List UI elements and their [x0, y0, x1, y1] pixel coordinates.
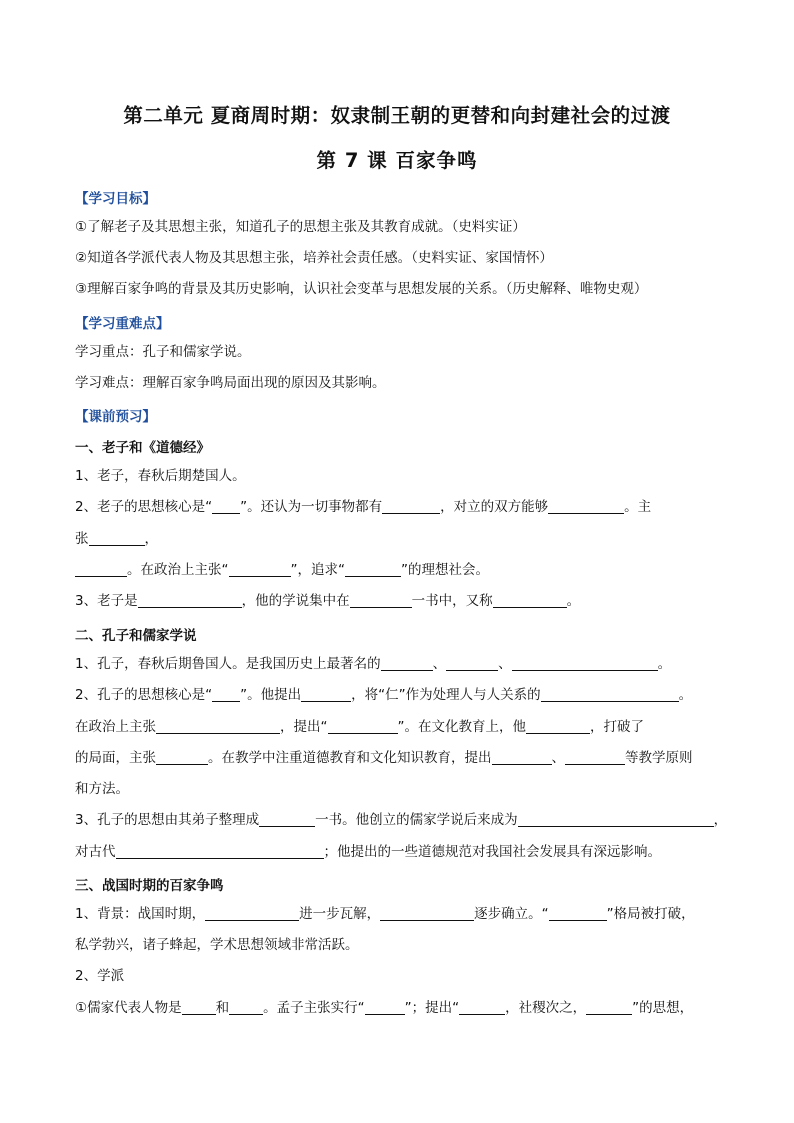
blank[interactable] — [156, 719, 280, 734]
blank[interactable] — [492, 750, 552, 765]
unit-title: 第二单元 夏商周时期：奴隶制王朝的更替和向封建社会的过渡 — [123, 104, 671, 127]
part2-line3: 在政治上主张 ，提出“ ”。在文化教育上，他 ，打破了 — [75, 719, 644, 735]
part3-line3: 2、学派 — [75, 968, 125, 984]
blank[interactable] — [526, 719, 590, 734]
part1-line3: 张 ， — [75, 531, 158, 547]
key-focus: 学习重点：孔子和儒家学说。 — [75, 344, 251, 360]
blank[interactable] — [549, 906, 607, 921]
lesson-title: 第 7 课 百家争鸣 — [316, 149, 478, 172]
blank[interactable] — [380, 906, 474, 921]
blank[interactable] — [365, 1000, 405, 1015]
part3-line4: ①儒家代表人物是 和 。孟子主张实行“ ”；提出“ ，社稷次之， ”的思想， — [75, 1000, 694, 1016]
blank[interactable] — [205, 906, 299, 921]
blank[interactable] — [350, 593, 412, 608]
blank[interactable] — [518, 812, 714, 827]
blank[interactable] — [493, 593, 567, 608]
blank[interactable] — [229, 1000, 263, 1015]
part3-line2: 私学勃兴，诸子蜂起，学术思想领域非常活跃。 — [75, 937, 359, 953]
blank[interactable] — [328, 719, 398, 734]
part2-line7: 对古代 ；他提出的一些道德规范对我国社会发展具有深远影响。 — [75, 844, 661, 860]
blank[interactable] — [565, 750, 625, 765]
blank[interactable] — [229, 562, 291, 577]
blank[interactable] — [89, 531, 145, 546]
blank[interactable] — [182, 1000, 216, 1015]
blank[interactable] — [381, 656, 433, 671]
blank[interactable] — [301, 687, 351, 702]
blank[interactable] — [548, 499, 624, 514]
part2-heading: 二、孔子和儒家学说 — [75, 628, 197, 644]
blank[interactable] — [345, 562, 401, 577]
blank[interactable] — [459, 1000, 505, 1015]
part3-heading: 三、战国时期的百家争鸣 — [75, 878, 224, 894]
key-difficulty: 学习难点：理解百家争鸣局面出现的原因及其影响。 — [75, 375, 386, 391]
blank[interactable] — [382, 499, 440, 514]
blank[interactable] — [212, 499, 240, 514]
blank[interactable] — [138, 593, 242, 608]
part1-line1: 1、老子，春秋后期楚国人。 — [75, 468, 246, 484]
blank[interactable] — [446, 656, 498, 671]
part2-line1: 1、孔子，春秋后期鲁国人。是我国历史上最著名的 、 、 。 — [75, 656, 672, 672]
blank[interactable] — [116, 844, 324, 859]
part1-line5: 3、老子是 ，他的学说集中在 一书中，又称 。 — [75, 593, 581, 609]
part2-line2: 2、孔子的思想核心是“ ”。他提出 ，将“仁”作为处理人与人关系的 。 — [75, 687, 693, 703]
blank[interactable] — [512, 656, 658, 671]
blank[interactable] — [259, 812, 315, 827]
goal-item: ②知道各学派代表人物及其思想主张，培养社会责任感。（史料实证、家国情怀） — [75, 250, 553, 266]
goal-item: ①了解老子及其思想主张，知道孔子的思想主张及其教育成就。（史料实证） — [75, 219, 526, 235]
preview-heading: 【课前预习】 — [75, 409, 156, 425]
part2-line6: 3、孔子的思想由其弟子整理成 一书。他创立的儒家学说后来成为 ， — [75, 812, 728, 828]
part1-line2: 2、老子的思想核心是“ ”。还认为一切事物都有 ，对立的双方能够 。主 — [75, 499, 652, 515]
blank[interactable] — [586, 1000, 632, 1015]
goal-item: ③理解百家争鸣的背景及其历史影响，认识社会变革与思想发展的关系。（历史解释、唯物史观） — [75, 281, 648, 297]
part2-line5: 和方法。 — [75, 781, 129, 797]
part1-line4: 。在政治上主张“ ”，追求“ ”的理想社会。 — [75, 561, 489, 579]
part2-line4: 的局面，主张 。在教学中注重道德教育和文化知识教育，提出 、 等教学原则 — [75, 750, 693, 766]
blank[interactable] — [541, 687, 679, 702]
blank[interactable] — [212, 687, 240, 702]
goals-heading: 【学习目标】 — [75, 191, 156, 207]
key-heading: 【学习重难点】 — [75, 316, 170, 332]
blank[interactable] — [75, 562, 127, 577]
blank[interactable] — [156, 750, 208, 765]
part3-line1: 1、背景：战国时期， 进一步瓦解， 逐步确立。“ ”格局被打破， — [75, 906, 695, 922]
part1-heading: 一、老子和《道德经》 — [75, 440, 210, 456]
